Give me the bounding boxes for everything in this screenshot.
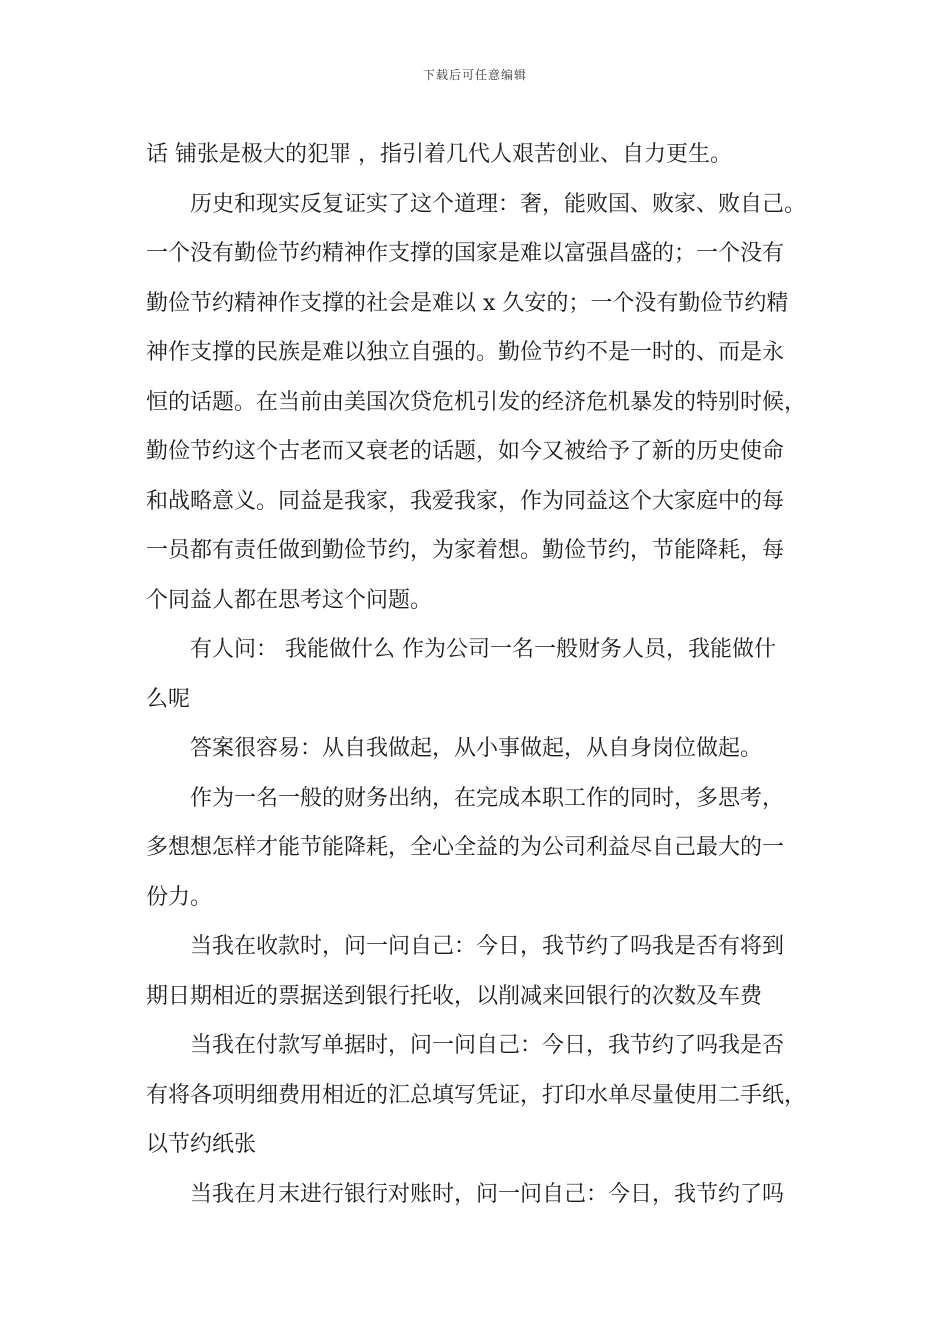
paragraph-2 xyxy=(146,180,812,626)
text-line: 一个没有勤俭节约精神作支撑的国家是难以富强昌盛的；一个没有 xyxy=(146,241,785,266)
paragraph-7 xyxy=(146,1021,812,1170)
document-body xyxy=(146,130,812,1219)
text-line: 话 铺张是极大的犯罪 ，指引着几代人艰苦创业、自力更生。 xyxy=(146,142,732,167)
paragraph-1 xyxy=(146,130,812,180)
text-line: 答案很容易：从自我做起，从小事做起，从自身岗位做起。 xyxy=(190,736,763,761)
text-line: 勤俭节约精神作支撑的社会是难以 x 久安的；一个没有勤俭节约精 xyxy=(146,290,789,316)
text-line: 当我在月末进行银行对账时，问一问自己：今日，我节约了吗 xyxy=(190,1181,785,1207)
page-header: 下载后可任意编辑 xyxy=(422,68,527,82)
paragraph-8 xyxy=(146,1170,812,1220)
text-line: 一员都有责任做到勤俭节约，为家着想。勤俭节约，节能降耗，每 xyxy=(146,538,785,563)
text-line: 有将各项明细费用相近的汇总填写凭证，打印水单尽量使用二手纸， xyxy=(146,1082,807,1108)
text-line: 么呢 xyxy=(146,686,191,712)
text-line: 期日期相近的票据送到银行托收，以削减来回银行的次数及车费 xyxy=(146,983,763,1009)
text-line: 当我在收款时，问一问自己：今日，我节约了吗我是否有将到 xyxy=(190,934,785,959)
text-line: 恒的话题。在当前由美国次贷危机引发的经济危机暴发的特别时候， xyxy=(146,389,807,415)
paragraph-4 xyxy=(146,724,812,774)
text-line: 份力。 xyxy=(146,884,213,910)
text-line: 作为一名一般的财务出纳，在完成本职工作的同时，多思考， xyxy=(190,785,785,811)
paragraph-5 xyxy=(146,774,812,923)
text-line: 多想想怎样才能节能降耗，全心全益的为公司利益尽自己最大的一 xyxy=(146,835,785,860)
text-line: 个同益人都在思考这个问题。 xyxy=(146,587,433,613)
text-line: 勤俭节约这个古老而又衰老的话题，如今又被给予了新的历史使命 xyxy=(146,439,785,464)
text-line: 以节约纸张 xyxy=(146,1132,257,1157)
text-line: 当我在付款写单据时，问一问自己：今日，我节约了吗我是否 xyxy=(190,1033,785,1058)
text-line: 历史和现实反复证实了这个道理：奢，能败国、败家、败自己。 xyxy=(190,191,807,217)
text-line: 神作支撑的民族是难以独立自强的。勤俭节约不是一时的、而是永 xyxy=(146,340,785,365)
paragraph-3 xyxy=(146,625,812,724)
text-line: 有人问： 我能做什么 作为公司一名一般财务人员，我能做什 xyxy=(190,637,776,662)
paragraph-6 xyxy=(146,922,812,1021)
text-line: 和战略意义。同益是我家，我爱我家，作为同益这个大家庭中的每 xyxy=(146,488,785,514)
